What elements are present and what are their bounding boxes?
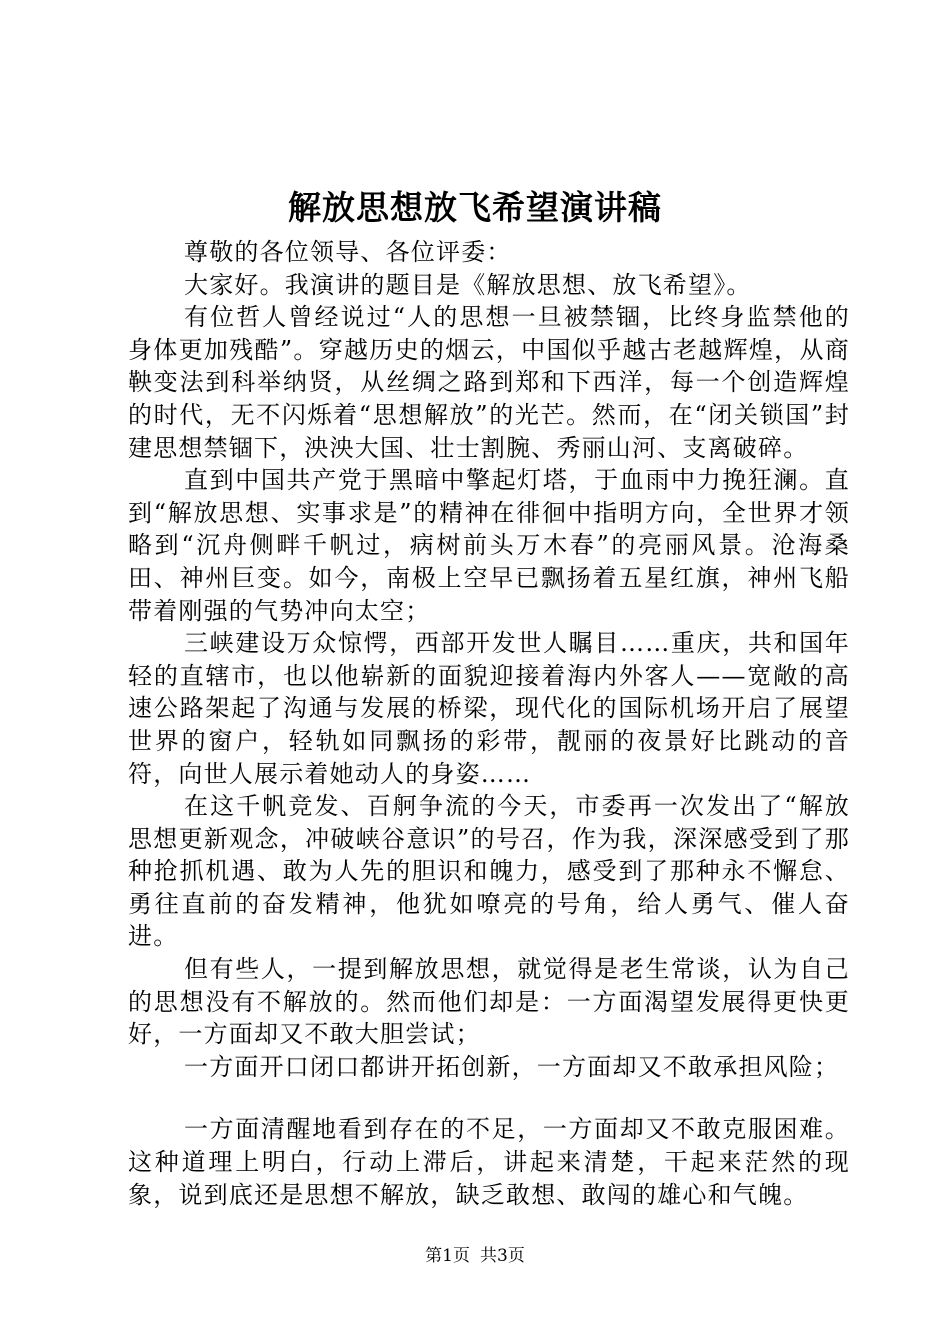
page-total: 共3页 [480,1246,525,1266]
body-paragraph: 三峡建设万众惊愕，西部开发世人瞩目……重庆，共和国年轻的直辖市，也以他崭新的面貌迎接着海内外客人——宽敞的高速公路架起了沟通与发展的桥梁，现代化的国际机场开启了展望世界的窗户，轻轨如同飘扬的彩带，靓丽的夜景好比跳动的音符，向世人展示着她动人的身姿…… [128,629,850,788]
page-number: 第1页 [425,1246,470,1266]
body-paragraph: 有位哲人曾经说过“人的思想一旦被禁锢，比终身监禁他的身体更加残酷”。穿越历史的烟云，中国似乎越古老越辉煌，从商鞅变法到科举纳贤，从丝绸之路到郑和下西洋，每一个创造辉煌的时代，无不闪烁着“思想解放”的光芒。然而，在“闭关锁国”封建思想禁锢下，泱泱大国、壮士割腕、秀丽山河、支离破碎。 [128,303,850,462]
document-body [128,236,850,1211]
greeting-paragraph: 大家好。我演讲的题目是《解放思想、放飞希望》。 [184,270,752,299]
body-paragraph: 在这千帆竞发、百舸争流的今天，市委再一次发出了“解放思想更新观念，冲破峡谷意识”的号召，作为我，深深感受到了那种抢抓机遇、敢为人先的胆识和魄力，感受到了那种永不懈怠、勇往直前的奋发精神，他犹如嘹亮的号角，给人勇气、催人奋进。 [128,792,850,951]
body-paragraph: 但有些人，一提到解放思想，就觉得是老生常谈，认为自己的思想没有不解放的。然而他们却是：一方面渴望发展得更快更好，一方面却又不敢大胆尝试； [128,955,850,1049]
salutation-paragraph: 尊敬的各位领导、各位评委： [184,238,512,266]
body-paragraph: 直到中国共产党于黑暗中擎起灯塔，于血雨中力挽狂澜。直到“解放思想、实事求是”的精神在徘徊中指明方向，全世界才领略到“沉舟侧畔千帆过，病树前头万木春”的亮丽风景。沧海桑田、神州巨变。如今，南极上空早已飘扬着五星红旗，神州飞船带着刚强的气势冲向太空； [128,466,850,625]
page-title: 解放思想放飞希望演讲稿 [288,188,662,227]
body-paragraph: 一方面开口闭口都讲开拓创新，一方面却又不敢承担风险； [184,1052,840,1081]
page-footer [0,1244,950,1268]
body-paragraph: 一方面清醒地看到存在的不足，一方面却又不敢克服困难。这种道理上明白，行动上滞后，讲起来清楚，干起来茫然的现象，说到底还是思想不解放，缺乏敢想、敢闯的雄心和气魄。 [128,1115,850,1209]
